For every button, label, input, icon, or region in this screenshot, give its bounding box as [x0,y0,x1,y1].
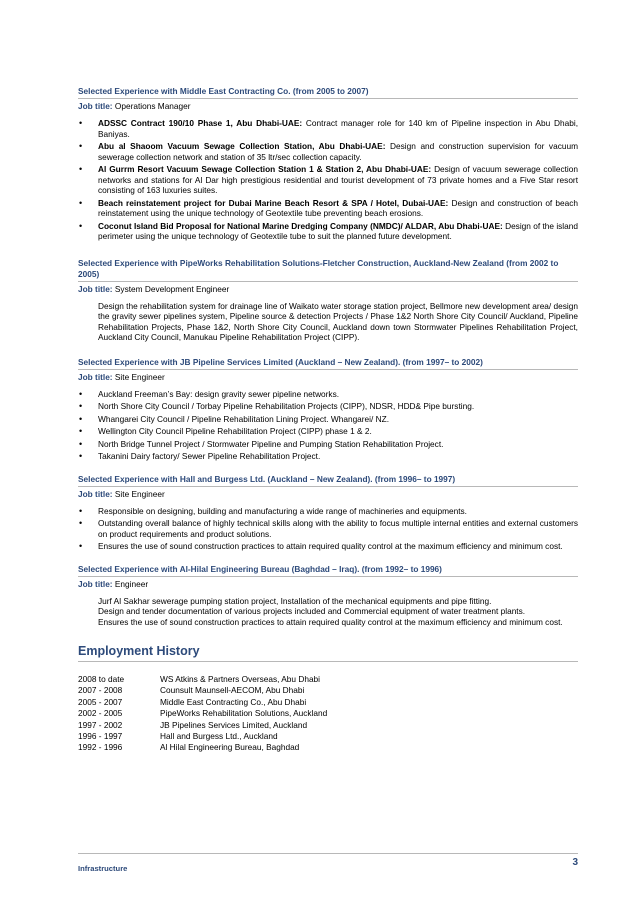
section-title: Selected Experience with Al-Hilal Engineering Bureau (Baghdad – Iraq). (from 1992– to 1996) [78,564,578,577]
list-item: • Coconut Island Bid Proposal for National Marine Dredging Company (NMDC)/ ALDAR, Abu Dhabi-UAE: Design of the island perimeter using the unique technology of Geotextile tube to suit the planned future development. [78,221,578,242]
list-item: • ADSSC Contract 190/10 Phase 1, Abu Dhabi-UAE: Contract manager role for 140 km of Pipeline inspection in Abu Dhabi, Baniyas. [78,118,578,139]
employment-history-title: Employment History [78,643,578,662]
table-row: 1997 - 2002 JB Pipelines Services Limited, Auckland [78,719,308,730]
footer-label: Infrastructure [78,864,128,873]
paragraph-line: Jurf Al Sakhar sewerage pumping station project, Installation of the mechanical equipments and pipe fitting. [98,595,492,606]
section-title: Selected Experience with PipeWorks Rehabilitation Solutions-Fletcher Construction, Auckland-New Zealand (from 2002 to 2005) [78,258,578,282]
job-title-line: Job title: Operations Manager [78,101,191,111]
table-row: 2008 to date WS Atkins & Partners Overseas, Abu Dhabi [78,674,321,684]
paragraph-line: Ensures the use of sound construction practices to attain required quality control at the maximum efficiency and minimum cost. [98,616,563,627]
list-item: • Wellington City Council Pipeline Rehabilitation Project (CIPP) phase 1 & 2. [78,426,578,437]
experience-paragraph: Design the rehabilitation system for drainage line of Waikato water storage station project, Bellmore new development area/ design the gravity sewer pipelines system, Pipeline source & detection Projects / Phase 1&2 North Shore City Council/ Auckland, Pipeline Rehabilitation Projects, Phase 1&2, North Shore City Council, Auckland down town Stormwater Pipelines Rehabilitation Project, Auckland City Council, Manukau Pipeline Rehabilitation Project (CIPP). [98,300,578,342]
list-item: • Ensures the use of sound construction practices to attain required quality control at the maximum efficiency and minimum cost. [78,541,578,552]
list-item: • North Bridge Tunnel Project / Stormwater Pipeline and Pumping Station Rehabilitation Project. [78,439,578,450]
list-item: • Outstanding overall balance of highly technical skills along with the ability to focus multiple internal entities and external customers on product requirements and product solutions. [78,518,578,539]
experience-section-hall-burgess [78,474,578,552]
bullet-list [78,389,578,462]
bullet-list [78,118,578,242]
list-item: • Abu al Shaoom Vacuum Sewage Collection Station, Abu Dhabi-UAE: Design and construction supervision for vacuum sewerage collection network and station of 35 ltr/sec collection capacity. [78,141,578,162]
employment-history-section [78,643,578,754]
experience-section-al-hilal [78,564,578,628]
job-title-line: Job title: Site Engineer [78,488,165,499]
experience-section-mec [78,86,578,242]
section-title: Selected Experience with Hall and Burgess Ltd. (Auckland – New Zealand). (from 1996– to 1997) [78,474,578,487]
list-item: • Beach reinstatement project for Dubai Marine Beach Resort & SPA / Hotel, Dubai-UAE: Design and construction of beach reinstatement using the unique technology of Geotextile tube preventing beach erosions. [78,198,578,219]
page-number: 3 [572,857,578,868]
list-item: • Takanini Dairy factory/ Sewer Pipeline Rehabilitation Project. [78,451,578,462]
table-row: 2005 - 2007 Middle East Contracting Co., Abu Dhabi [78,696,307,707]
experience-section-jb-pipeline [78,357,578,462]
page-footer [78,853,578,876]
list-item: • North Shore City Council / Torbay Pipeline Rehabilitation Projects (CIPP), NDSR, HDD& Pipe bursting. [78,401,578,412]
resume-page [78,86,578,754]
list-item: • Whangarei City Council / Pipeline Rehabilitation Lining Project. Whangarei/ NZ. [78,414,578,425]
list-item: • Responsible on designing, building and manufacturing a wide range of machineries and equipments. [78,506,578,517]
bullet-list [78,506,578,552]
experience-section-pipeworks [78,258,578,343]
paragraph-line: Design and tender documentation of various projects included and Commercial equipment of water treatment plants. [98,606,526,616]
table-row: 2007 - 2008 Counsult Maunsell-AECOM, Abu Dhabi [78,685,305,696]
job-title-line: Job title: System Development Engineer [78,283,230,294]
experience-paragraph [78,596,578,628]
employment-table [78,674,327,754]
table-row: 2002 - 2005 PipeWorks Rehabilitation Solutions, Auckland [78,708,328,719]
list-item: • Al Gurrm Resort Vacuum Sewage Collection Station 1 & Station 2, Abu Dhabi-UAE: Design of vacuum sewerage collection networks and stations for Al Dar high prestigious residential and tourist development of 73 private homes and a Five Star resort consisting of 163 luxuries suites. [78,164,578,196]
table-row: 1996 - 1997 Hall and Burgess Ltd., Auckland [78,731,278,742]
list-item: • Auckland Freeman’s Bay: design gravity sewer pipeline networks. [78,389,578,400]
section-title: Selected Experience with Middle East Contracting Co. (from 2005 to 2007) [78,86,578,99]
section-title: Selected Experience with JB Pipeline Services Limited (Auckland – New Zealand). (from 1997– to 2002) [78,357,578,370]
job-title-line: Job title: Site Engineer [78,371,165,382]
job-title-line: Job title: Engineer [78,578,149,589]
table-row: 1992 - 1996 Al Hilal Engineering Bureau, Baghdad [78,742,300,753]
